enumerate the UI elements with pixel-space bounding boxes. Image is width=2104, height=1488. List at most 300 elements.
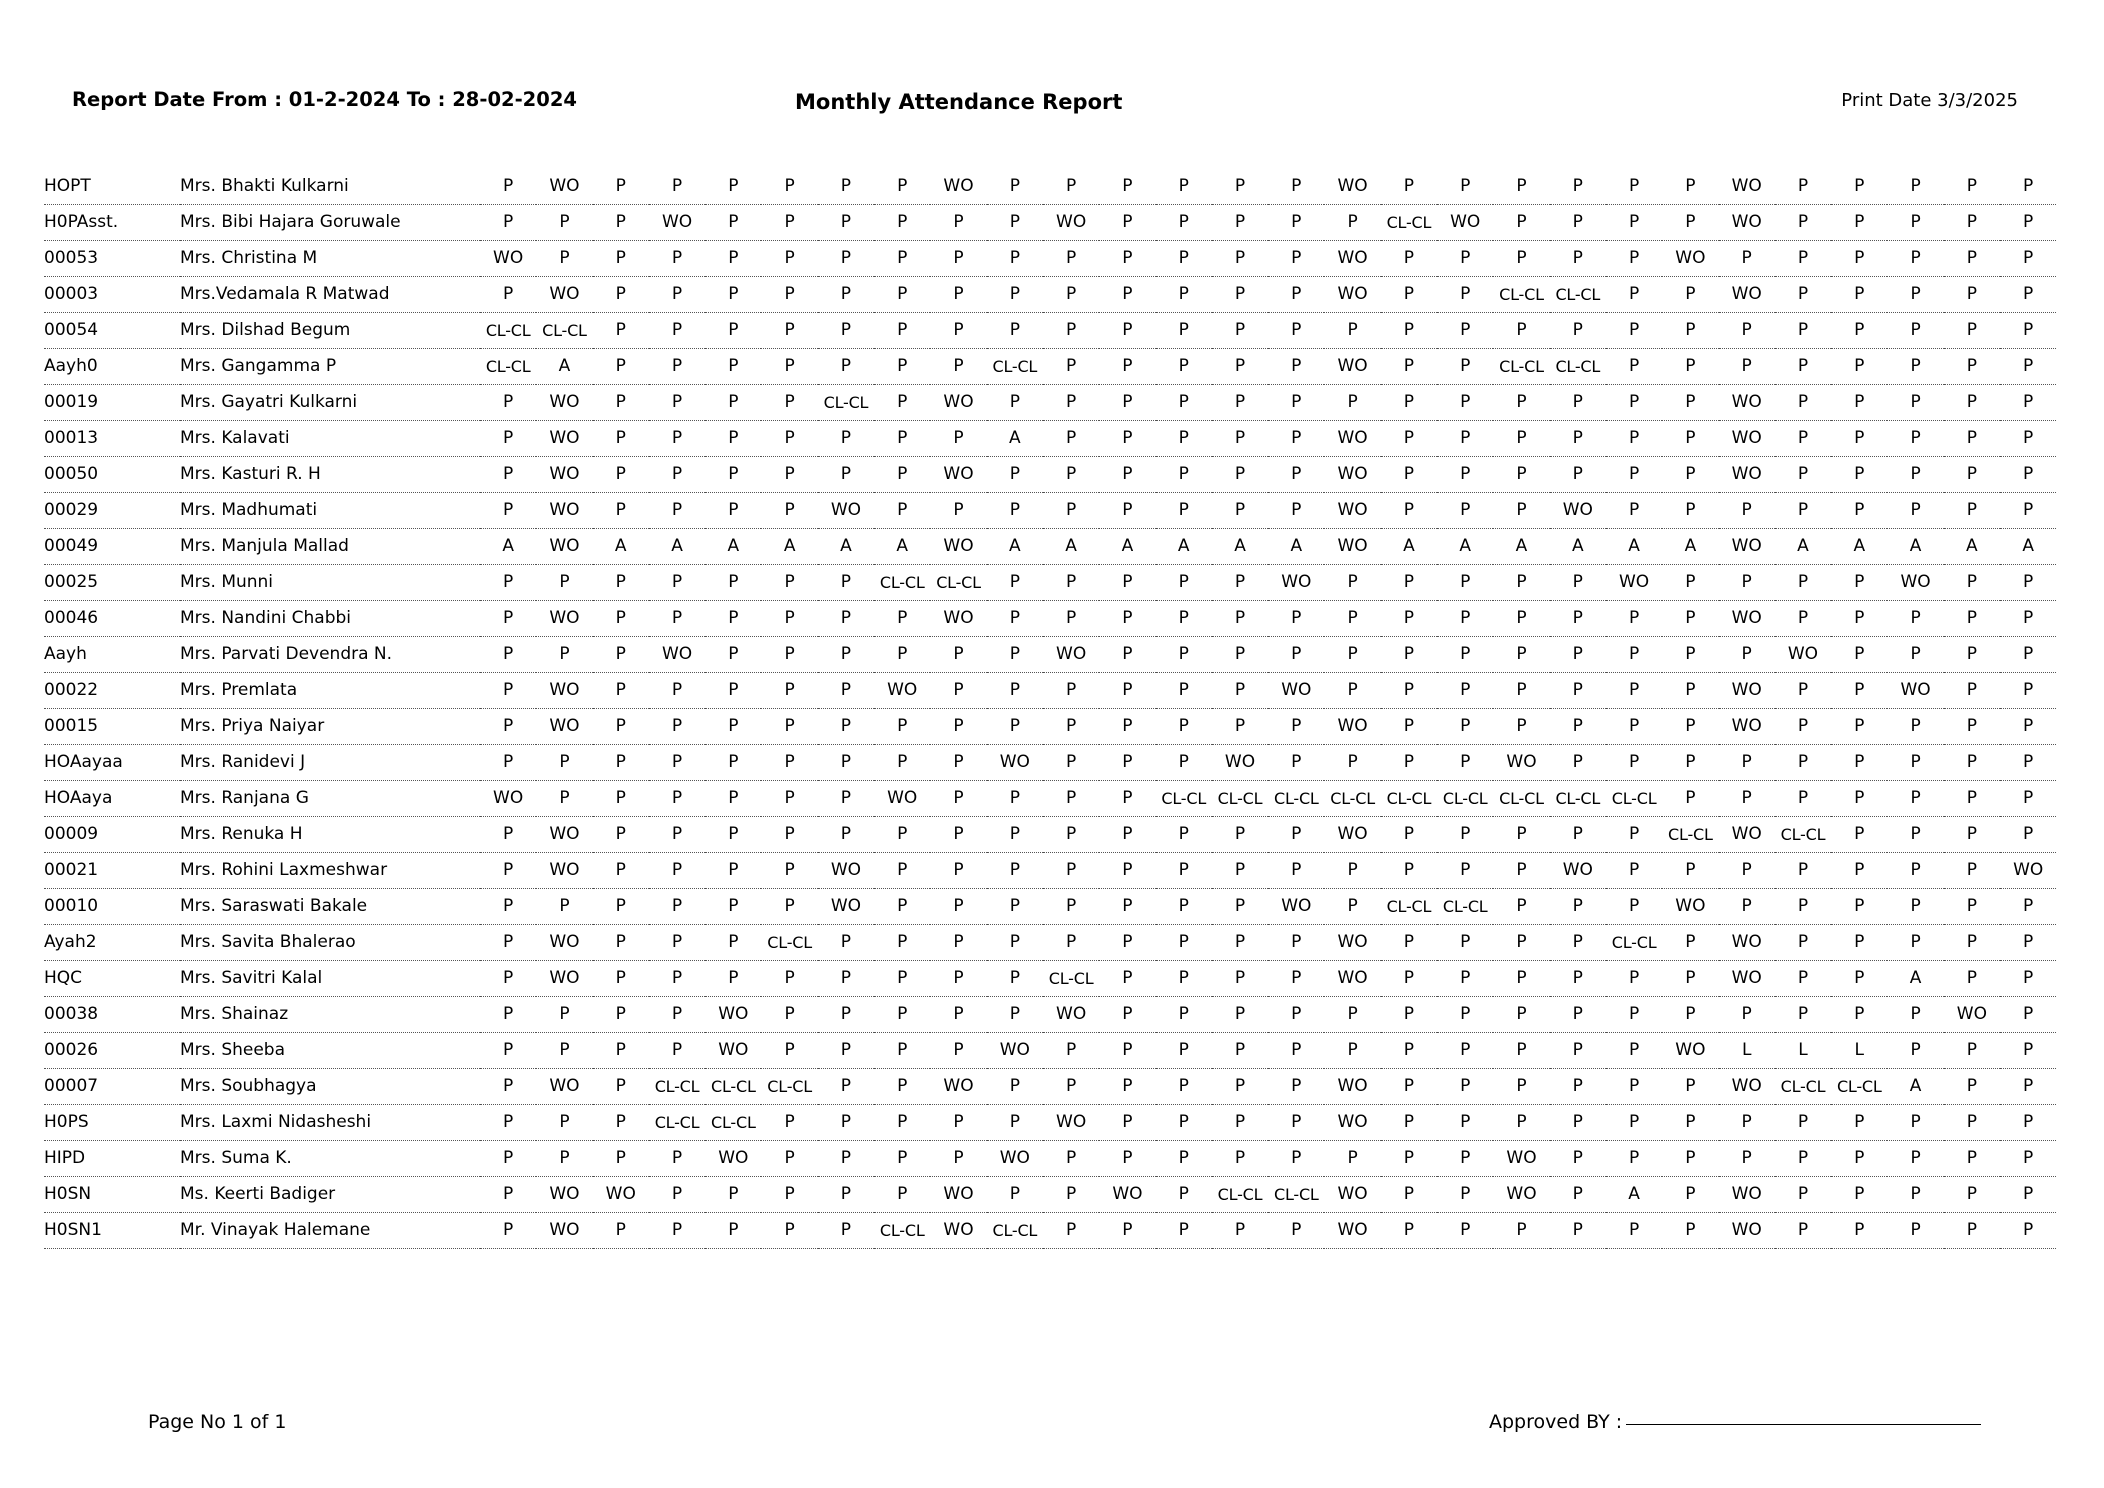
attendance-cell: A [1887,960,1943,996]
employee-code: 00038 [44,996,180,1032]
attendance-cell: P [705,960,761,996]
attendance-cell: WO [649,204,705,240]
attendance-cell: WO [1887,564,1943,600]
attendance-cell: WO [1887,672,1943,708]
employee-name: Mrs. Rohini Laxmeshwar [180,852,480,888]
attendance-cell: P [1550,816,1606,852]
approved-by-label: Approved BY : [1489,1411,1623,1433]
attendance-cell: P [1156,672,1212,708]
employee-name: Mrs. Munni [180,564,480,600]
attendance-cell: WO [930,384,986,420]
attendance-cell: P [1437,1212,1493,1248]
attendance-cell: P [705,168,761,204]
attendance-cell: P [1606,672,1662,708]
attendance-cell: P [1324,384,1380,420]
attendance-cell: P [930,276,986,312]
attendance-cell: P [480,204,536,240]
attendance-cell: P [818,924,874,960]
attendance-cell: P [1887,456,1943,492]
attendance-cell: P [480,888,536,924]
attendance-cell: P [1719,348,1775,384]
attendance-cell: P [818,1104,874,1140]
attendance-cell: P [649,924,705,960]
attendance-cell: P [1831,240,1887,276]
attendance-cell: WO [1719,276,1775,312]
attendance-cell: P [1719,564,1775,600]
attendance-cell: P [1775,744,1831,780]
table-row [44,204,2056,240]
attendance-cell: P [987,492,1043,528]
attendance-cell: P [1212,600,1268,636]
attendance-cell: CL-CL [480,348,536,384]
attendance-cell: P [1606,204,1662,240]
table-row [44,276,2056,312]
table-row [44,168,2056,204]
attendance-cell: P [1212,636,1268,672]
attendance-cell: P [1719,492,1775,528]
attendance-cell: P [818,672,874,708]
attendance-cell: A [1606,1176,1662,1212]
attendance-cell: P [1719,744,1775,780]
employee-name: Mrs. Christina M [180,240,480,276]
employee-code: H0PAsst. [44,204,180,240]
attendance-cell: P [1662,960,1718,996]
attendance-cell: WO [1662,888,1718,924]
attendance-cell: P [1212,888,1268,924]
attendance-cell: P [593,492,649,528]
attendance-cell: P [1550,456,1606,492]
attendance-cell: CL-CL [818,384,874,420]
attendance-cell: WO [930,528,986,564]
attendance-cell: P [1099,852,1155,888]
attendance-cell: P [1775,456,1831,492]
attendance-cell: WO [930,456,986,492]
attendance-cell: P [987,456,1043,492]
attendance-cell: P [1099,456,1155,492]
attendance-cell: P [593,1212,649,1248]
attendance-cell: P [1099,276,1155,312]
attendance-cell: P [1493,312,1549,348]
attendance-cell: CL-CL [1550,348,1606,384]
attendance-cell: P [649,600,705,636]
attendance-cell: P [1831,1104,1887,1140]
attendance-cell: P [1662,564,1718,600]
attendance-cell: P [930,744,986,780]
attendance-cell: WO [1493,1140,1549,1176]
attendance-cell: P [1493,204,1549,240]
table-row [44,780,2056,816]
attendance-cell: WO [1437,204,1493,240]
attendance-cell: CL-CL [1775,816,1831,852]
attendance-cell: P [1887,168,1943,204]
employee-name: Mrs. Suma K. [180,1140,480,1176]
attendance-cell: P [1156,564,1212,600]
attendance-cell: P [1831,420,1887,456]
attendance-cell: P [1099,384,1155,420]
attendance-cell: P [1887,348,1943,384]
attendance-cell: P [593,240,649,276]
attendance-cell: P [480,1032,536,1068]
table-row [44,528,2056,564]
attendance-cell: P [874,996,930,1032]
attendance-cell: P [649,852,705,888]
table-row [44,996,2056,1032]
attendance-cell: WO [930,1068,986,1104]
attendance-cell: P [818,1068,874,1104]
approved-by [1489,1411,1981,1433]
attendance-cell: P [1043,276,1099,312]
attendance-cell: P [2000,456,2056,492]
employee-code: 00013 [44,420,180,456]
attendance-cell: CL-CL [874,1212,930,1248]
attendance-cell: WO [987,1032,1043,1068]
attendance-cell: P [593,384,649,420]
attendance-cell: P [1268,240,1324,276]
print-date: Print Date 3/3/2025 [1841,90,2018,111]
attendance-cell: P [1775,888,1831,924]
attendance-cell: P [1156,420,1212,456]
attendance-cell: P [705,492,761,528]
attendance-cell: P [1381,708,1437,744]
attendance-cell: P [1493,240,1549,276]
attendance-cell: P [1268,1212,1324,1248]
employee-name: Mrs. Renuka H [180,816,480,852]
attendance-cell: P [874,888,930,924]
attendance-cell: P [1944,780,2000,816]
attendance-cell: WO [536,456,592,492]
table-row [44,312,2056,348]
attendance-cell: P [930,672,986,708]
employee-name: Mrs. Bhakti Kulkarni [180,168,480,204]
attendance-cell: CL-CL [1381,888,1437,924]
attendance-cell: P [874,960,930,996]
attendance-cell: P [987,852,1043,888]
attendance-cell: P [1775,384,1831,420]
attendance-cell: P [1212,1068,1268,1104]
attendance-cell: P [1550,1032,1606,1068]
attendance-cell: CL-CL [930,564,986,600]
attendance-cell: P [818,636,874,672]
attendance-cell: P [649,240,705,276]
attendance-cell: P [987,1176,1043,1212]
attendance-cell: P [1099,564,1155,600]
attendance-cell: P [1212,276,1268,312]
attendance-cell: P [1212,1032,1268,1068]
attendance-cell: P [987,384,1043,420]
attendance-cell: P [1550,312,1606,348]
attendance-cell: WO [480,240,536,276]
attendance-cell: P [536,780,592,816]
table-row [44,384,2056,420]
attendance-cell: P [2000,276,2056,312]
attendance-cell: CL-CL [1662,816,1718,852]
attendance-cell: P [1437,276,1493,312]
employee-name: Mrs. Saraswati Bakale [180,888,480,924]
attendance-cell: P [1099,996,1155,1032]
employee-name: Mrs. Madhumati [180,492,480,528]
attendance-cell: P [593,564,649,600]
attendance-cell: P [649,672,705,708]
attendance-cell: P [2000,240,2056,276]
attendance-cell: P [593,1032,649,1068]
attendance-cell: CL-CL [480,312,536,348]
attendance-cell: P [480,924,536,960]
attendance-cell: P [1156,924,1212,960]
attendance-cell: P [1550,1212,1606,1248]
attendance-cell: P [1831,492,1887,528]
attendance-cell: WO [536,384,592,420]
attendance-cell: P [1719,888,1775,924]
attendance-cell: WO [1719,204,1775,240]
attendance-cell: P [1437,816,1493,852]
attendance-cell: P [536,1032,592,1068]
attendance-cell: P [1437,996,1493,1032]
attendance-cell: P [649,564,705,600]
attendance-cell: P [1662,1068,1718,1104]
employee-name: Mrs. Bibi Hajara Goruwale [180,204,480,240]
attendance-cell: P [649,816,705,852]
attendance-cell: P [987,996,1043,1032]
attendance-cell: P [930,960,986,996]
attendance-cell: P [761,492,817,528]
attendance-cell: P [705,1176,761,1212]
attendance-cell: P [874,168,930,204]
attendance-cell: P [987,168,1043,204]
attendance-cell: P [1381,1068,1437,1104]
attendance-cell: P [1381,996,1437,1032]
attendance-cell: P [1268,1068,1324,1104]
table-row [44,1104,2056,1140]
attendance-cell: P [1043,852,1099,888]
attendance-cell: P [1606,240,1662,276]
attendance-cell: WO [1043,1104,1099,1140]
employee-code: 00007 [44,1068,180,1104]
attendance-cell: P [1099,600,1155,636]
attendance-cell: P [874,312,930,348]
attendance-cell: P [1662,708,1718,744]
attendance-cell: P [1156,348,1212,384]
attendance-cell: P [1944,888,2000,924]
attendance-cell: P [536,1140,592,1176]
attendance-cell: P [1550,960,1606,996]
attendance-cell: P [1156,996,1212,1032]
attendance-cell: WO [818,492,874,528]
attendance-cell: WO [1719,960,1775,996]
attendance-cell: CL-CL [536,312,592,348]
attendance-cell: CL-CL [1156,780,1212,816]
attendance-cell: P [1550,240,1606,276]
attendance-cell: P [1887,1032,1943,1068]
attendance-cell: P [1493,996,1549,1032]
attendance-cell: WO [1493,744,1549,780]
attendance-cell: P [1606,960,1662,996]
attendance-cell: P [536,636,592,672]
attendance-cell: WO [1043,204,1099,240]
attendance-cell: P [593,744,649,780]
attendance-cell: WO [536,492,592,528]
attendance-cell: WO [1719,420,1775,456]
attendance-cell: P [705,240,761,276]
attendance-cell: P [705,672,761,708]
attendance-cell: P [1662,1140,1718,1176]
attendance-cell: P [1268,708,1324,744]
attendance-cell: P [1831,852,1887,888]
attendance-cell: A [818,528,874,564]
employee-code: HQC [44,960,180,996]
attendance-cell: P [1212,708,1268,744]
attendance-cell: P [1156,240,1212,276]
attendance-cell: P [1606,1212,1662,1248]
attendance-cell: P [1831,960,1887,996]
attendance-cell: P [1550,708,1606,744]
attendance-cell: P [1775,960,1831,996]
attendance-cell: CL-CL [705,1068,761,1104]
attendance-cell: P [1606,1140,1662,1176]
attendance-cell: P [1550,888,1606,924]
attendance-cell: P [874,1176,930,1212]
attendance-cell: WO [536,1068,592,1104]
attendance-table [44,168,2056,1249]
attendance-cell: P [480,636,536,672]
attendance-cell: P [1099,816,1155,852]
attendance-cell: P [761,708,817,744]
attendance-cell: P [480,420,536,456]
attendance-cell: WO [1268,888,1324,924]
attendance-cell: P [818,564,874,600]
attendance-cell: P [1268,168,1324,204]
attendance-cell: P [2000,1104,2056,1140]
employee-name: Mrs. Dilshad Begum [180,312,480,348]
attendance-cell: P [1381,168,1437,204]
attendance-cell: P [1606,816,1662,852]
attendance-cell: WO [1324,348,1380,384]
attendance-cell: WO [1719,672,1775,708]
attendance-cell: P [480,492,536,528]
attendance-cell: CL-CL [987,1212,1043,1248]
attendance-cell: WO [930,1212,986,1248]
attendance-cell: P [1831,888,1887,924]
attendance-cell: P [1099,348,1155,384]
attendance-cell: P [1550,564,1606,600]
attendance-cell: P [1719,1104,1775,1140]
attendance-cell: CL-CL [1437,888,1493,924]
attendance-cell: CL-CL [1550,780,1606,816]
attendance-cell: WO [1775,636,1831,672]
attendance-cell: P [480,1140,536,1176]
attendance-cell: P [1324,996,1380,1032]
attendance-cell: P [2000,312,2056,348]
attendance-cell: P [1043,492,1099,528]
attendance-cell: P [818,1032,874,1068]
page-number: Page No 1 of 1 [148,1411,287,1433]
attendance-cell: P [818,1140,874,1176]
employee-name: Mrs. Nandini Chabbi [180,600,480,636]
attendance-cell: A [480,528,536,564]
attendance-cell: P [1831,564,1887,600]
attendance-cell: P [818,1176,874,1212]
attendance-cell: P [1493,816,1549,852]
attendance-table-wrap [44,168,2074,1249]
attendance-cell: WO [1719,528,1775,564]
employee-code: Ayah2 [44,924,180,960]
attendance-cell: P [1944,420,2000,456]
attendance-cell: P [1719,1140,1775,1176]
attendance-cell: P [1437,672,1493,708]
attendance-cell: WO [1324,420,1380,456]
attendance-cell: P [1944,744,2000,780]
attendance-cell: WO [536,276,592,312]
employee-code: 00054 [44,312,180,348]
attendance-cell: P [1043,708,1099,744]
attendance-cell: L [1775,1032,1831,1068]
signature-line [1626,1423,1981,1425]
attendance-cell: P [818,456,874,492]
attendance-cell: P [2000,1176,2056,1212]
attendance-cell: P [1719,780,1775,816]
attendance-cell: P [1887,492,1943,528]
employee-code: 00009 [44,816,180,852]
attendance-cell: WO [480,780,536,816]
attendance-cell: A [1493,528,1549,564]
attendance-cell: P [1156,456,1212,492]
attendance-cell: P [1887,888,1943,924]
attendance-cell: P [1944,1176,2000,1212]
attendance-cell: P [1099,168,1155,204]
attendance-cell: P [1381,744,1437,780]
attendance-cell: A [987,528,1043,564]
attendance-cell: P [1156,276,1212,312]
attendance-cell: P [1662,348,1718,384]
attendance-cell: P [1719,852,1775,888]
attendance-cell: P [1887,276,1943,312]
attendance-cell: P [1212,348,1268,384]
attendance-cell: P [1043,168,1099,204]
attendance-cell: P [930,240,986,276]
attendance-cell: P [593,636,649,672]
attendance-cell: P [1493,924,1549,960]
attendance-cell: P [1887,780,1943,816]
attendance-cell: WO [1324,1212,1380,1248]
attendance-cell: P [987,960,1043,996]
attendance-cell: P [1831,204,1887,240]
table-row [44,240,2056,276]
employee-name: Mrs. Savita Bhalerao [180,924,480,960]
attendance-cell: P [1493,960,1549,996]
attendance-cell: P [1043,312,1099,348]
attendance-cell: P [1606,312,1662,348]
attendance-cell: P [1606,420,1662,456]
attendance-cell: WO [987,744,1043,780]
attendance-cell: P [1831,600,1887,636]
attendance-cell: P [874,636,930,672]
attendance-cell: A [1437,528,1493,564]
employee-name: Mrs. Manjula Mallad [180,528,480,564]
attendance-cell: P [480,672,536,708]
attendance-cell: P [1887,636,1943,672]
attendance-cell: P [1775,1104,1831,1140]
attendance-cell: P [1324,600,1380,636]
attendance-cell: P [1437,564,1493,600]
attendance-cell: P [1437,312,1493,348]
attendance-cell: P [818,204,874,240]
attendance-cell: P [1662,456,1718,492]
attendance-cell: P [1099,888,1155,924]
attendance-cell: P [930,1140,986,1176]
attendance-cell: WO [536,168,592,204]
attendance-cell: P [1550,744,1606,780]
attendance-cell: CL-CL [1606,780,1662,816]
employee-code: H0SN1 [44,1212,180,1248]
